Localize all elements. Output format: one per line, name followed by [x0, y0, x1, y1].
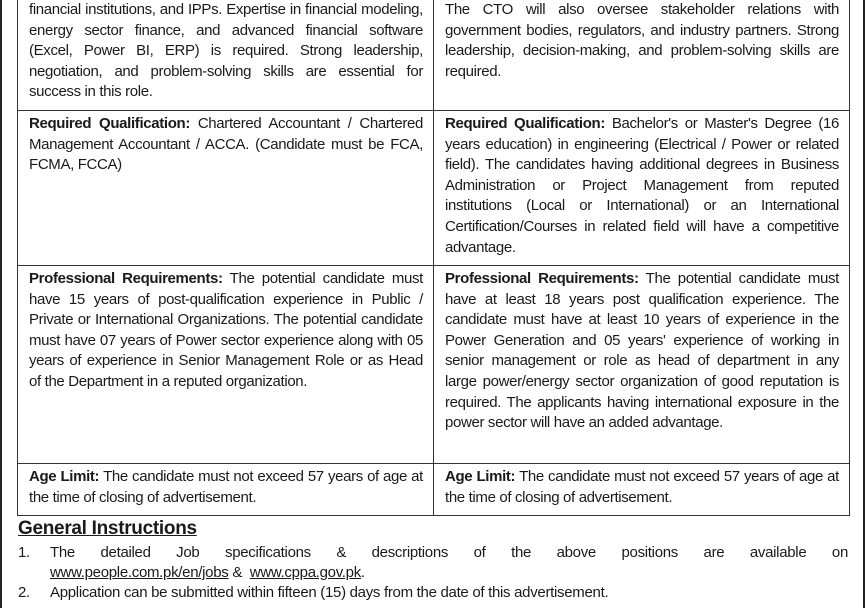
ampersand: &: [232, 564, 243, 581]
cell-label: Required Qualification:: [29, 115, 190, 132]
cfo-professional-cell: [18, 266, 434, 464]
job-requirements-table: [17, 0, 850, 516]
people-jobs-link[interactable]: www.people.com.pk/en/jobs: [50, 564, 229, 581]
cell-text: The potential candidate must have at least 18 years post qualification experience. The candidate must have at least 10 years of experience in the Power Generation and 05 years' experience of working in senior management or role as head of department in any large power/energy sector organization of good reputation is required. The applicants having international exposure in the power sector will have an added advantage.: [445, 270, 839, 432]
cell-text: Bachelor's or Master's Degree (16 years education) in engineering (Electrical / Power or related field). The candidates having additional degrees in Business Administration or Project Management from reputed institutions (Local or International) or an International Certification/Courses in related field will have a competitive advantage.: [445, 115, 839, 256]
item-number: 1.: [18, 544, 30, 561]
list-item-continuation: [18, 563, 848, 583]
item-text: Application can be submitted within fifteen (15) days from the date of this advertisement.: [50, 584, 609, 601]
general-instructions-heading: General Instructions: [18, 518, 197, 539]
cell-text: Chartered Accountant / Chartered Management Accountant / ACCA. (Candidate must be FCA, FCMA, FCCA): [29, 115, 423, 174]
cto-qualification-cell: [434, 111, 850, 266]
list-item: [18, 543, 848, 563]
instructions-list: [18, 543, 848, 603]
table-row: [18, 266, 850, 464]
cell-label: Required Qualification:: [445, 115, 605, 132]
table-row: [18, 111, 850, 266]
period: .: [360, 564, 365, 581]
cell-text: The candidate must not exceed 57 years of age at the time of closing of advertisement.: [445, 468, 839, 506]
cto-professional-cell: [434, 266, 850, 464]
item-number: 2.: [18, 584, 30, 601]
list-item: [18, 583, 848, 603]
cell-text: The candidate must not exceed 57 years of age at the time of closing of advertisement.: [29, 468, 423, 506]
cell-text: The CTO will also oversee stakeholder relations with government bodies, regulators, and industry partners. Strong leadership, decision-making, and problem-solving skills are required.: [445, 1, 839, 80]
item-text: The detailed Job specifications & descriptions of the above positions are available on: [50, 544, 848, 561]
cfo-age-cell: [18, 464, 434, 516]
cfo-skills-cell: [18, 0, 434, 111]
cell-text: financial institutions, and IPPs. Expertise in financial modeling, energy sector finance, and advanced financial software (Excel, Power BI, ERP) is required. Strong leadership, negotiation, and problem-solving skills are essential for success in this role.: [29, 1, 423, 101]
table-row: [18, 0, 850, 111]
cto-age-cell: [434, 464, 850, 516]
cto-skills-cell: [434, 0, 850, 111]
cell-text: The potential candidate must have 15 years of post-qualification experience in Public / Private or International Organizations. The potential candidate must have 07 years of Power sector experience along with 05 years of experience in Senior Management Role or as Head of the Department in a reputed organization.: [29, 270, 423, 390]
cppa-link[interactable]: www.cppa.gov.pk: [249, 564, 361, 581]
cell-label: Professional Requirements:: [445, 270, 639, 287]
cfo-qualification-cell: [18, 111, 434, 266]
cell-label: Professional Requirements:: [29, 270, 223, 287]
cell-label: Age Limit:: [445, 468, 516, 485]
table-row: [18, 464, 850, 516]
cell-label: Age Limit:: [29, 468, 100, 485]
